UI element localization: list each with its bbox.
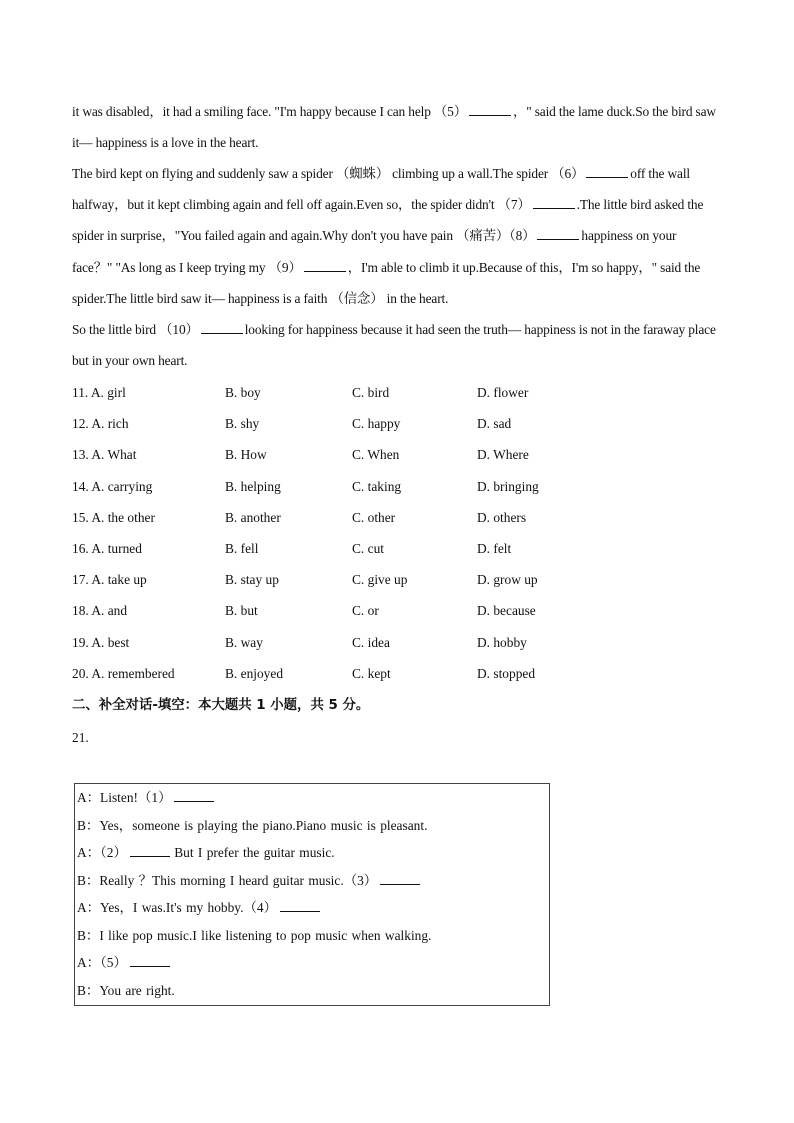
dialogue-text: A：（5） [77, 955, 127, 970]
dialogue-text: B：You are right. [77, 982, 175, 998]
option-c: C. taking [352, 478, 402, 494]
passage-text: The bird kept on flying and suddenly saw a spider （蜘蛛） climbing up a wall.The spider （6） [72, 166, 585, 181]
dialogue-text: B：Really ？This morning I heard guitar music.（3） [77, 872, 378, 888]
answer-blank[interactable] [537, 227, 579, 240]
option-c: C. When [352, 447, 400, 463]
option-row [72, 471, 632, 502]
passage-text: off the wall halfway，but it kept climbing again and fell off again.Even so，the spider didn't （7） [72, 166, 690, 213]
question-number: 21. [72, 730, 89, 745]
option-d: D. flower [477, 385, 529, 400]
option-row [72, 564, 632, 595]
dialogue-text: A：Yes，I was.It's my hobby.（4） [77, 900, 277, 915]
dialogue-text: A：（2） [77, 845, 127, 860]
option-a: 11. A. girl [72, 385, 126, 400]
dialogue-line [77, 922, 549, 950]
answer-blank[interactable] [174, 789, 214, 802]
option-row [72, 627, 632, 658]
passage-text: ，I'm able to climb it up.Because of this，I'm so happy，" said the spider.The little bird saw it— happiness is a faith （信念） in the heart. [72, 259, 701, 306]
option-d: D. felt [477, 540, 512, 556]
answer-blank[interactable] [586, 165, 628, 178]
dialogue-line [77, 977, 549, 1005]
passage-text: it was disabled，it had a smiling face. "I'm happy because I can help （5） [72, 104, 467, 119]
option-b: B. way [225, 634, 263, 650]
option-a: 17. A. take up [72, 572, 147, 588]
option-c: C. other [352, 509, 396, 525]
option-a: 20. A. remembered [72, 665, 175, 681]
dialogue-line [77, 894, 549, 922]
option-b: B. How [225, 447, 267, 463]
option-c: C. bird [352, 385, 390, 400]
dialogue-line [77, 867, 549, 895]
option-row [72, 658, 632, 689]
option-d: D. hobby [477, 634, 527, 650]
option-b: B. stay up [225, 572, 279, 588]
answer-blank[interactable] [380, 872, 420, 885]
option-b: B. another [225, 509, 281, 525]
option-a: 14. A. carrying [72, 478, 153, 494]
option-row [72, 533, 632, 564]
option-b: B. enjoyed [225, 665, 284, 681]
answer-blank[interactable] [280, 899, 320, 912]
option-b: B. boy [225, 385, 261, 400]
section-heading: 二、补全对话-填空：本大题共 1 小题，共 5 分。 [72, 698, 370, 713]
option-d: D. grow up [477, 572, 538, 588]
option-a: 12. A. rich [72, 416, 129, 432]
passage-text: looking for happiness because it had seen the truth— happiness is not in the faraway place but in your own heart. [72, 322, 716, 369]
dialogue-text-after: But I prefer the guitar music. [169, 845, 335, 860]
passage-text: .The little bird asked the spider in surprise，"You failed again and again.Why don't you have pain （痛苦）（8） [72, 197, 704, 244]
answer-blank[interactable] [130, 954, 170, 967]
option-b: B. but [225, 603, 258, 619]
answer-blank[interactable] [201, 321, 243, 334]
dialogue-text: B：Yes，someone is playing the piano.Piano music is pleasant. [77, 817, 428, 833]
option-a: 16. A. turned [72, 540, 142, 556]
passage-paragraph-2 [72, 158, 717, 314]
option-b: B. helping [225, 478, 281, 494]
dialogue-line [77, 784, 549, 812]
option-b: B. fell [225, 540, 259, 556]
answer-blank[interactable] [469, 103, 511, 116]
option-a: 18. A. and [72, 603, 128, 619]
passage-paragraph-3 [72, 314, 717, 376]
option-a: 19. A. best [72, 634, 130, 650]
dialogue-box [74, 783, 550, 1006]
option-c: C. idea [352, 634, 390, 650]
option-b: B. shy [225, 416, 260, 432]
answer-options [72, 377, 632, 689]
option-d: D. sad [477, 416, 512, 432]
passage-paragraph-1 [72, 96, 717, 158]
option-c: C. kept [352, 665, 391, 681]
option-d: D. stopped [477, 665, 536, 681]
option-a: 13. A. What [72, 447, 137, 463]
dialogue-text: B：I like pop music.I like listening to pop music when walking. [77, 927, 432, 943]
option-a: 15. A. the other [72, 509, 155, 525]
dialogue-line [77, 839, 549, 867]
answer-blank[interactable] [130, 844, 170, 857]
option-row [72, 377, 632, 408]
option-d: D. Where [477, 447, 529, 463]
answer-blank[interactable] [533, 196, 575, 209]
option-c: C. cut [352, 540, 384, 556]
passage-text: happiness on your face？" "As long as I keep trying my （9） [72, 228, 677, 275]
answer-blank[interactable] [304, 259, 346, 272]
option-c: C. happy [352, 416, 401, 432]
option-c: C. give up [352, 572, 408, 588]
dialogue-line [77, 812, 549, 840]
option-row [72, 502, 632, 533]
option-d: D. others [477, 509, 527, 525]
option-row [72, 408, 632, 439]
dialogue-text: A：Listen!（1） [77, 790, 172, 805]
dialogue-line [77, 949, 549, 977]
passage-text: ，" said the lame duck.So the bird saw it— happiness is a love in the heart. [72, 104, 716, 151]
option-row [72, 595, 632, 626]
passage-text: So the little bird （10） [72, 322, 199, 337]
option-d: D. because [477, 603, 536, 619]
option-c: C. or [352, 603, 379, 619]
option-row [72, 439, 632, 470]
option-d: D. bringing [477, 478, 539, 494]
